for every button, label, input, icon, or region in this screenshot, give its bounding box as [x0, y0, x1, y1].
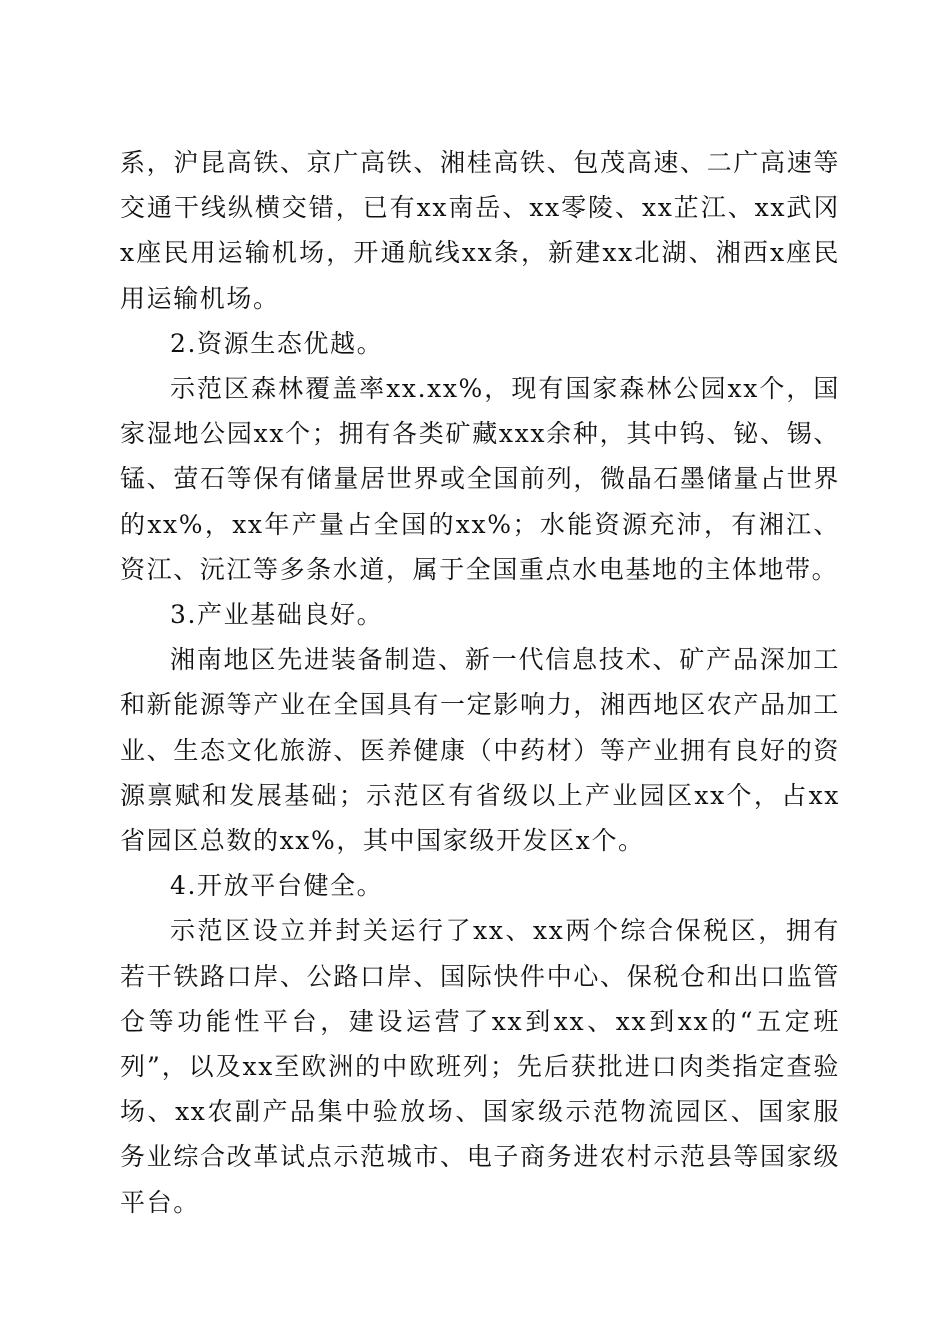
heading-industry: 3.产业基础良好。	[170, 600, 384, 630]
heading-open-platform: 4.开放平台健全。	[170, 871, 384, 901]
document-page	[120, 140, 840, 1225]
paragraph-resources: 示范区森林覆盖率xx.xx%，现有国家森林公园xx个，国家湿地公园xx个；拥有各类矿藏xxx余种，其中钨、铋、锡、锰、萤石等保有储量居世界或全国前列，微晶石墨储量占世界的xx%，xx年产量占全国的xx%；水能资源充沛，有湘江、资江、沅江等多条水道，属于全国重点水电基地的主体地带。	[120, 374, 840, 584]
heading-resources: 2.资源生态优越。	[170, 328, 384, 358]
paragraph-open-platform: 示范区设立并封关运行了xx、xx两个综合保税区，拥有若干铁路口岸、公路口岸、国际快件中心、保税仓和出口监管仓等功能性平台，建设运营了xx到xx、xx到xx的“五定班列”，以及xx至欧洲的中欧班列；先后获批进口肉类指定查验场、xx农副产品集中验放场、国家级示范物流园区、国家服务业综合改革试点示范城市、电子商务进农村示范县等国家级平台。	[120, 916, 840, 1217]
paragraph-transport: 系，沪昆高铁、京广高铁、湘桂高铁、包茂高速、二广高速等交通干线纵横交错，已有xx南岳、xx零陵、xx芷江、xx武冈x座民用运输机场，开通航线xx条，新建xx北湖、湘西x座民用运输机场。	[120, 148, 840, 313]
paragraph-industry: 湘南地区先进装备制造、新一代信息技术、矿产品深加工和新能源等产业在全国具有一定影响力，湘西地区农产品加工业、生态文化旅游、医养健康（中药材）等产业拥有良好的资源禀赋和发展基础；示范区有省级以上产业园区xx个，占xx省园区总数的xx%，其中国家级开发区x个。	[120, 645, 840, 856]
